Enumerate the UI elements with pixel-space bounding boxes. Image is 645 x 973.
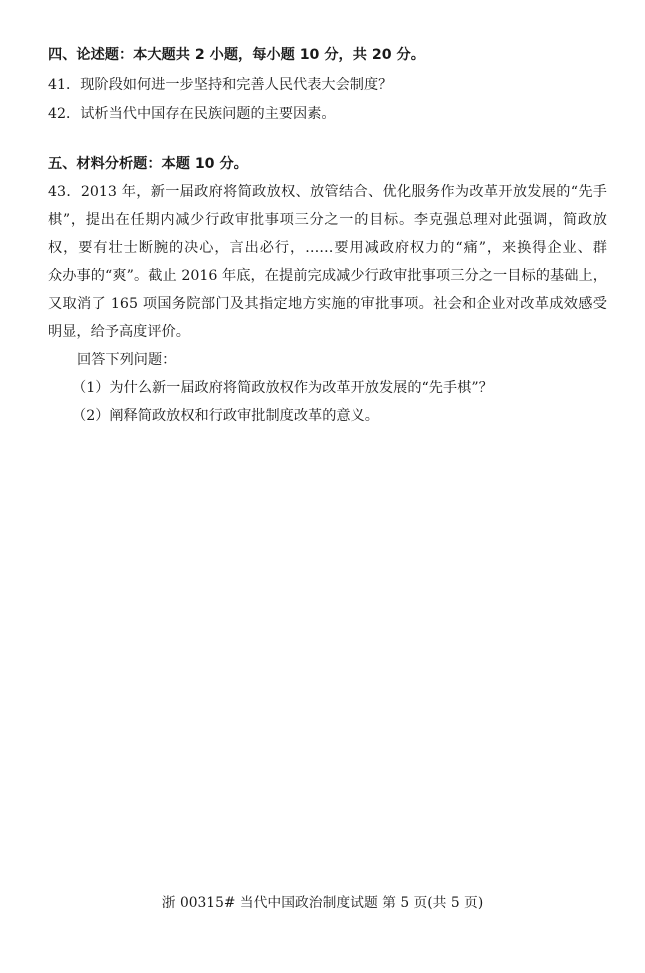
- material-line: 棋”，提出在任期内减少行政审批事项三分之一的目标。李克强总理对此强调，简政放: [48, 212, 607, 228]
- material-line: 众办事的“爽”。截止 2016 年底，在提前完成减少行政审批事项三分之一目标的基础上，: [48, 268, 607, 284]
- material-line: 明显，给予高度评价。: [48, 324, 190, 340]
- sub-question-1: （1）为什么新一届政府将简政放权作为改革开放发展的“先手棋”？: [72, 380, 493, 396]
- material-line: 权，要有壮士断腕的决心，言出必行，……要用减政府权力的“痛”，来换得企业、群: [48, 240, 607, 256]
- material-line: 43．2013 年，新一届政府将简政放权、放管结合、优化服务作为改革开放发展的“先手: [48, 184, 607, 200]
- section-5-heading: 五、材料分析题：本题 10 分。: [48, 156, 248, 172]
- question-41: 41．现阶段如何进一步坚持和完善人民代表大会制度？: [48, 77, 393, 93]
- section-4-heading: 四、论述题：本大题共 2 小题，每小题 10 分，共 20 分。: [48, 47, 425, 63]
- sub-question-2: （2）阐释简政放权和行政审批制度改革的意义。: [72, 408, 379, 424]
- answer-prompt: 回答下列问题：: [77, 352, 177, 368]
- material-line: 又取消了 165 项国务院部门及其指定地方实施的审批事项。社会和企业对改革成效感受: [48, 296, 607, 312]
- question-42: 42．试析当代中国存在民族问题的主要因素。: [48, 106, 336, 122]
- page-footer: 浙 00315# 当代中国政治制度试题 第 5 页(共 5 页): [161, 895, 484, 911]
